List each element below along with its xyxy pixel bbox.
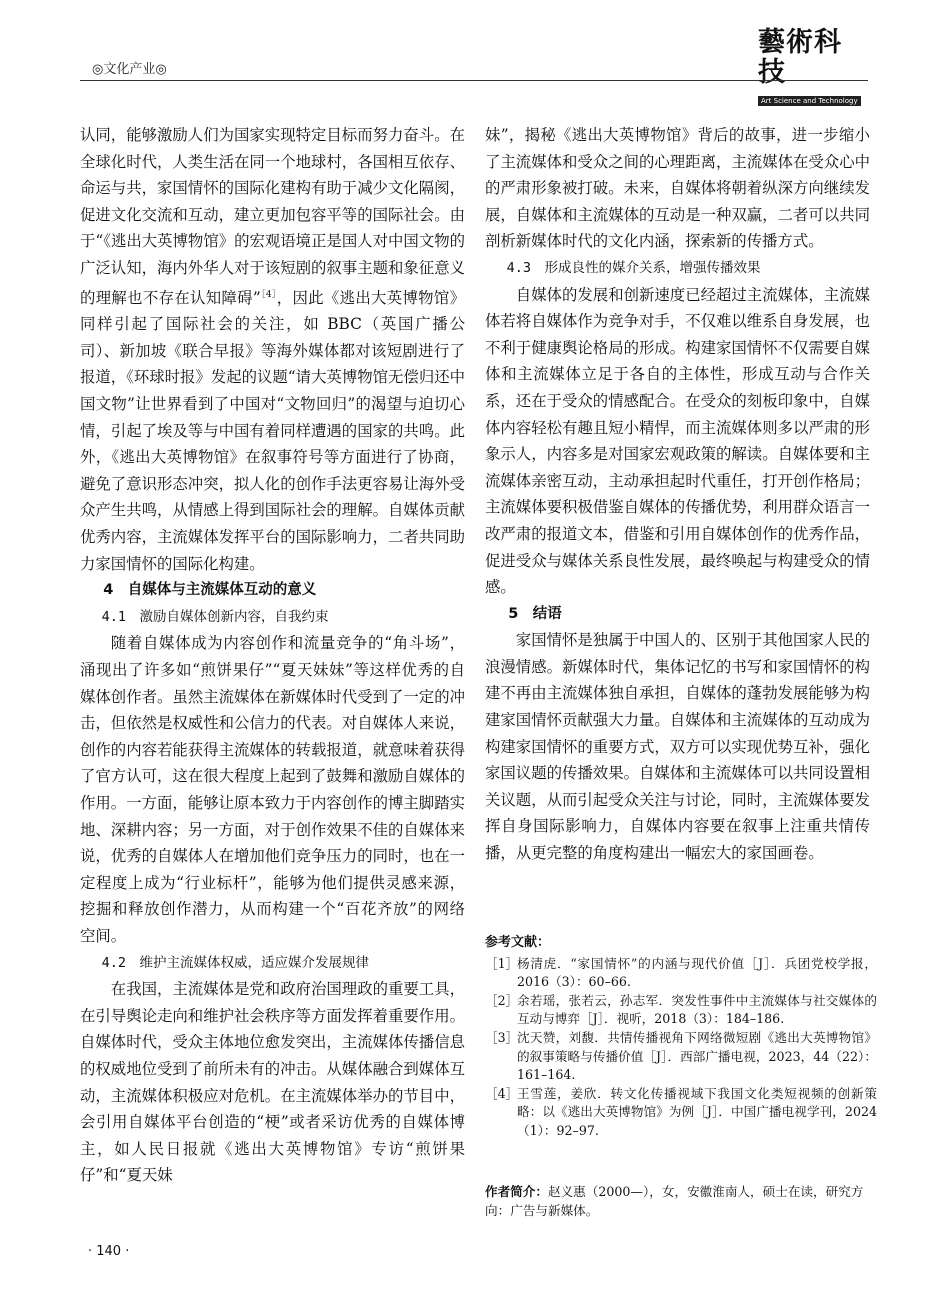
subsection-heading: 4.2 维护主流媒体权威，适应媒介发展规律 <box>101 954 369 971</box>
reference-number: ［3］ <box>485 1029 519 1045</box>
reference-item <box>485 1029 877 1085</box>
reference-text: 王雪莲，姜欣．转文化传播视域下我国文化类短视频的创新策略：以《逃出大英博物馆》为例［J］．中国广播电视学刊，2024（1）：92–97. <box>517 1085 877 1138</box>
page-header <box>80 27 868 105</box>
logo-chinese: 藝術科技 <box>758 27 842 88</box>
subsection-heading: 4.3 形成良性的媒介关系，增强传播效果 <box>506 259 761 276</box>
author-bio <box>485 1182 877 1220</box>
reference-item <box>485 1085 877 1141</box>
reference-text: 余若瑶，张若云，孙志军．突发性事件中主流媒体与社交媒体的互动与博弈［J］．视听，2018（3）：184–186. <box>517 992 877 1027</box>
right-column <box>485 122 870 867</box>
paragraph: 家国情怀是独属于中国人的、区别于其他国家人民的浪漫情感。新媒体时代，集体记忆的书写和家国情怀的构建不再由主流媒体独自承担，自媒体的蓬勃发展能够为构建家国情怀贡献强大力量。自媒体和主流媒体的互动成为构建家国情怀的重要方式，双方可以实现优势互补，强化家国议题的传播效果。自媒体和主流媒体可以共同设置相关议题，从而引起受众关注与讨论，同时，主流媒体要发挥自身国际影响力，自媒体内容要在叙事上注重共情传播，从更完整的角度构建出一幅宏大的家国画卷。 <box>485 631 870 863</box>
references-title: 参考文献： <box>485 935 551 950</box>
paragraph <box>80 122 465 577</box>
left-column <box>80 122 465 1189</box>
citation: ［4］ <box>260 289 277 300</box>
reference-number: ［1］ <box>485 955 519 971</box>
section-heading: 4 自媒体与主流媒体互动的意义 <box>103 582 317 599</box>
author-label: 作者简介： <box>485 1184 548 1199</box>
paragraph: 妹”，揭秘《逃出大英博物馆》背后的故事，进一步缩小了主流媒体和受众之间的心理距离，主流媒体在受众心中的严肃形象被打破。未来，自媒体将朝着纵深方向继续发展，自媒体和主流媒体的互动是一种双赢，二者可以共同剖析新媒体时代的文化内涵，探索新的传播方式。 <box>485 126 870 251</box>
subsection-heading: 4.1 激励自媒体创新内容，自我约束 <box>101 608 329 625</box>
reference-item <box>485 992 877 1029</box>
journal-logo <box>758 28 868 107</box>
header-rule <box>80 80 868 81</box>
reference-item <box>485 955 877 992</box>
paragraph-text: ，因此《逃出大英博物馆》同样引起了国际社会的关注，如 BBC（英国广播公司）、新加坡《联合早报》等海外媒体都对该短剧进行了报道，《环球时报》发起的议题“请大英博物馆无偿归还中国文物”让世界看到了中国对“文物回归”的渴望与迫切心情，引起了埃及等与中国有着同样遭遇的国家的共鸣。此外，《逃出大英博物馆》在叙事符号等方面进行了协商，避免了意识形态冲突，拟人化的创作手法更容易让海外受众产生共鸣，从情感上得到国际社会的理解。自媒体贡献优秀内容，主流媒体发挥平台的国际影响力，二者共同助力家国情怀的国际化构建。 <box>80 288 465 573</box>
paragraph: 自媒体的发展和创新速度已经超过主流媒体，主流媒体若将自媒体作为竞争对手，不仅难以维系自身发展，也不利于健康舆论格局的形成。构建家国情怀不仅需要自媒体和主流媒体立足于各自的主体性，形成互动与合作关系，还在于受众的情感配合。在受众的刻板印象中，自媒体内容轻松有趣且短小精悍，而主流媒体则多以严肃的形象示人，内容多是对国家宏观政策的解读。自媒体要和主流媒体亲密互动，主动承担起时代重任，打开创作格局；主流媒体要积极借鉴自媒体的传播优势，利用群众语言一改严肃的报道文本，借鉴和引用自媒体创作的优秀作品，促进受众与媒体关系良性发展，最终唤起与构建受众的情感。 <box>485 285 870 597</box>
author-text: 赵义惠（2000—），女，安徽淮南人，硕士在读，研究方向：广告与新媒体。 <box>485 1184 864 1218</box>
logo-english: Art Science and Technology <box>758 96 861 106</box>
references <box>485 934 877 1141</box>
paragraph: 随着自媒体成为内容创作和流量竞争的“角斗场”，涌现出了许多如“煎饼果仔”“夏天妹妹”等这样优秀的自媒体创作者。虽然主流媒体在新媒体时代受到了一定的冲击，但依然是权威性和公信力的代表。对自媒体人来说，创作的内容若能获得主流媒体的转载报道，就意味着获得了官方认可，这在很大程度上起到了鼓舞和激励自媒体的作用。一方面，能够让原本致力于内容创作的博主脚踏实地、深耕内容；另一方面，对于创作效果不佳的自媒体来说，优秀的自媒体人在增加他们竞争压力的同时，也在一定程度上成为“行业标杆”，能够为他们提供灵感来源，挖掘和释放创作潜力，从而构建一个“百花齐放”的网络空间。 <box>80 634 465 945</box>
section-heading: 5 结语 <box>508 605 562 622</box>
paragraph-text: 认同，能够激励人们为国家实现特定目标而努力奋斗。在全球化时代，人类生活在同一个地球村，各国相互依存、命运与共，家国情怀的国际化建构有助于减少文化隔阂，促进文化交流和互动，建立更加包容平等的国际社会。由于“《逃出大英博物馆》的宏观语境正是国人对中国文物的广泛认知，海内外华人对于该短剧的叙事主题和象征意义的理解也不存在认知障碍” <box>80 126 465 307</box>
reference-text: 沈天赞，刘馥．共情传播视角下网络微短剧《逃出大英博物馆》的叙事策略与传播价值［J］．西部广播电视，2023，44（22）：161–164. <box>517 1029 877 1083</box>
reference-number: ［2］ <box>485 992 519 1008</box>
section-tag: ◎文化产业◎ <box>92 62 167 77</box>
reference-number: ［4］ <box>485 1085 519 1101</box>
paragraph: 在我国，主流媒体是党和政府治国理政的重要工具，在引导舆论走向和维护社会秩序等方面发挥着重要作用。自媒体时代，受众主体地位愈发突出，主流媒体传播信息的权威地位受到了前所未有的冲击。从媒体融合到媒体互动，主流媒体积极应对危机。在主流媒体举办的节目中，会引用自媒体平台创造的“梗”或者采访优秀的自媒体博主，如人民日报就《逃出大英博物馆》专访“煎饼果仔”和“夏天妹 <box>80 980 465 1185</box>
page-number: · 140 · <box>88 1244 130 1259</box>
reference-text: 杨清虎．“家国情怀”的内涵与现代价值［J］．兵团党校学报，2016（3）：60–66. <box>517 955 877 990</box>
